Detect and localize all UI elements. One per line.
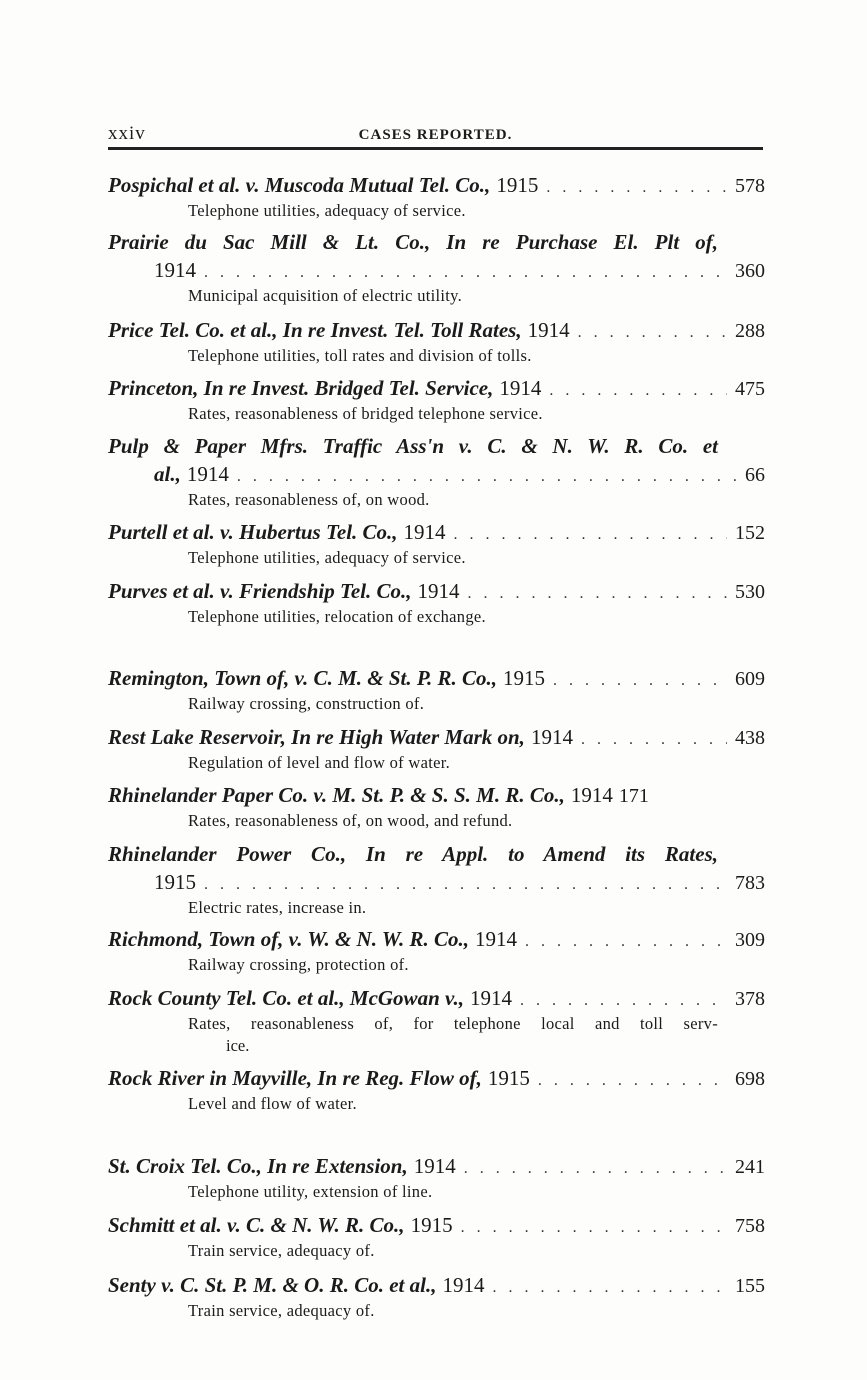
case-title: Purves et al. v. Friendship Tel. Co., <box>108 579 412 603</box>
case-note: Telephone utilities, relocation of exchange. <box>188 607 486 626</box>
dot-leader <box>520 987 727 1015</box>
case-title: Richmond, Town of, v. W. & N. W. R. Co., <box>108 927 469 951</box>
case-page: 360 <box>735 260 765 282</box>
dot-leader <box>464 1155 727 1183</box>
case-entry <box>108 781 765 832</box>
dot-leader <box>549 377 727 405</box>
case-note: Railway crossing, construction of. <box>188 694 425 713</box>
case-entry <box>108 1152 765 1203</box>
case-entry <box>108 664 765 715</box>
case-entry <box>108 840 765 919</box>
case-year: 1914 <box>474 927 517 951</box>
case-entry <box>108 432 765 511</box>
case-title: Senty v. C. St. P. M. & O. R. Co. et al., <box>108 1273 437 1297</box>
case-page: 66 <box>745 464 765 486</box>
case-note: Rates, reasonableness of, on wood. <box>188 490 430 509</box>
dot-leader <box>468 580 727 608</box>
case-year: 1914 <box>527 318 570 342</box>
case-title: Rest Lake Reservoir, In re High Water Mark on, <box>108 725 525 749</box>
case-note: Level and flow of water. <box>188 1094 357 1113</box>
case-page: 378 <box>735 988 765 1010</box>
case-page: 241 <box>735 1156 765 1178</box>
case-note: Rates, reasonableness of, for telephone local and toll serv- <box>188 1014 718 1033</box>
case-entry <box>108 228 765 307</box>
dot-leader <box>538 1067 727 1095</box>
page-number: xxiv <box>108 123 146 144</box>
case-entry <box>108 1271 765 1322</box>
case-note: Electric rates, increase in. <box>188 898 367 917</box>
case-note: Telephone utilities, toll rates and division of tolls. <box>188 346 532 365</box>
case-year: 1914 <box>442 1273 485 1297</box>
case-title: St. Croix Tel. Co., In re Extension, <box>108 1154 408 1178</box>
case-title: Rock County Tel. Co. et al., McGowan v., <box>108 986 465 1010</box>
case-page: 288 <box>735 320 765 342</box>
case-note: Telephone utility, extension of line. <box>188 1182 433 1201</box>
case-entry <box>108 518 765 569</box>
case-entry <box>108 984 765 1057</box>
dot-leader <box>553 667 727 695</box>
case-entry <box>108 577 765 628</box>
case-title: Prairie du Sac Mill & Lt. Co., In re Purchase El. Plt of, <box>108 230 718 254</box>
case-page: 152 <box>735 522 765 544</box>
case-page: 155 <box>735 1275 765 1297</box>
case-title: Rhinelander Paper Co. v. M. St. P. & S. S. M. R. Co., <box>108 783 565 807</box>
case-note: Telephone utilities, adequacy of service. <box>188 201 466 220</box>
case-title-cont: al., <box>154 462 181 486</box>
dot-leader <box>461 1214 727 1242</box>
case-note: Train service, adequacy of. <box>188 1241 375 1260</box>
case-year: 1914 <box>186 462 229 486</box>
case-entry <box>108 1064 765 1115</box>
case-page: 475 <box>735 378 765 400</box>
dot-leader <box>454 521 727 549</box>
case-note: Regulation of level and flow of water. <box>188 753 451 772</box>
dot-leader <box>581 726 727 754</box>
case-page: 783 <box>735 872 765 894</box>
dot-leader <box>237 463 737 491</box>
case-note: Telephone utilities, adequacy of service. <box>188 548 466 567</box>
case-year: 1914 <box>470 986 513 1010</box>
case-page: 698 <box>735 1068 765 1090</box>
case-year: 1914 <box>499 376 542 400</box>
case-year: 1915 <box>154 870 196 894</box>
case-entry <box>108 171 765 222</box>
case-note: Rates, reasonableness of, on wood, and refund. <box>188 811 513 830</box>
dot-leader <box>492 1274 727 1302</box>
case-note: Train service, adequacy of. <box>188 1301 375 1320</box>
case-page: 309 <box>735 929 765 951</box>
case-title: Schmitt et al. v. C. & N. W. R. Co., <box>108 1213 405 1237</box>
case-title: Rock River in Mayville, In re Reg. Flow of, <box>108 1066 482 1090</box>
case-title: Pospichal et al. v. Muscoda Mutual Tel. Co., <box>108 173 491 197</box>
case-entry <box>108 1211 765 1262</box>
case-year: 1915 <box>410 1213 453 1237</box>
case-year: 1914 <box>413 1154 456 1178</box>
case-entry <box>108 723 765 774</box>
page-header <box>108 123 763 150</box>
case-entry <box>108 925 765 976</box>
case-title: Pulp & Paper Mfrs. Traffic Ass'n v. C. & N. W. R. Co. et <box>108 434 718 458</box>
case-entry <box>108 316 765 367</box>
case-note: Municipal acquisition of electric utility. <box>188 286 463 305</box>
case-page: 438 <box>735 727 765 749</box>
case-year: 1914 <box>417 579 460 603</box>
case-year: 1915 <box>502 666 545 690</box>
case-page: 530 <box>735 581 765 603</box>
dot-leader <box>578 319 727 347</box>
case-title: Remington, Town of, v. C. M. & St. P. R. Co., <box>108 666 497 690</box>
case-title: Purtell et al. v. Hubertus Tel. Co., <box>108 520 398 544</box>
case-title: Rhinelander Power Co., In re Appl. to Amend its Rates, <box>108 842 718 866</box>
case-year: 1914 <box>570 783 613 807</box>
case-page: 578 <box>735 175 765 197</box>
case-page: 609 <box>735 668 765 690</box>
case-title: Price Tel. Co. et al., In re Invest. Tel. Toll Rates, <box>108 318 522 342</box>
case-entry <box>108 374 765 425</box>
case-year: 1914 <box>403 520 446 544</box>
case-year: 1914 <box>530 725 573 749</box>
case-year: 1915 <box>487 1066 530 1090</box>
case-year: 1915 <box>496 173 539 197</box>
case-page: 171 <box>618 785 649 807</box>
dot-leader <box>546 174 727 202</box>
case-note: Railway crossing, protection of. <box>188 955 409 974</box>
running-title: CASES REPORTED. <box>358 127 513 143</box>
case-page: 758 <box>735 1215 765 1237</box>
case-title: Princeton, In re Invest. Bridged Tel. Service, <box>108 376 494 400</box>
dot-leader <box>204 871 727 899</box>
case-note: Rates, reasonableness of bridged telephone service. <box>188 404 543 423</box>
dot-leader <box>204 259 727 287</box>
case-year: 1914 <box>154 258 196 282</box>
case-note-cont: ice. <box>226 1036 250 1055</box>
dot-leader <box>525 928 727 956</box>
